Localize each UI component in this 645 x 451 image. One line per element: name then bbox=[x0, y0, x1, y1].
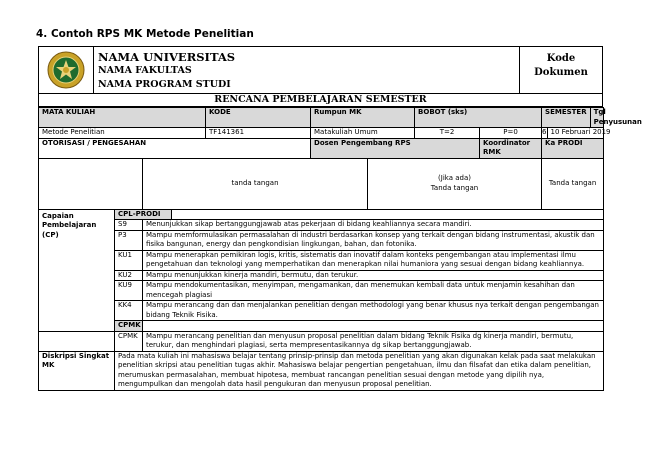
deskripsi-label-line2: MK bbox=[42, 361, 55, 369]
course-code: TF141361 bbox=[206, 128, 311, 139]
cp-header-row bbox=[39, 209, 604, 220]
university-seal-icon bbox=[46, 50, 86, 90]
col-semester: SEMESTER bbox=[545, 108, 587, 116]
course-semester-value: 6 bbox=[542, 128, 547, 136]
col-rumpun: Rumpun MK bbox=[311, 108, 415, 128]
cp-item-row bbox=[39, 281, 604, 301]
institution-names bbox=[94, 47, 520, 93]
cp-item-row bbox=[39, 301, 604, 321]
cp-item-text: Mampu merancang dan dan menjalankan penelitian dengan methodologi yang benar khusus nya terkait dengan pengembangan bidang Teknik Fisika. bbox=[143, 301, 604, 321]
cpl-prodi-header: CPL-PRODI bbox=[115, 209, 172, 220]
cp-label bbox=[39, 209, 115, 331]
col-mata-kuliah: MATA KULIAH bbox=[39, 108, 206, 128]
faculty-name: NAMA FAKULTAS bbox=[98, 65, 192, 76]
cp-item-row bbox=[39, 230, 604, 250]
deskripsi-label bbox=[39, 351, 115, 390]
cp-item-text: Mampu menerapkan pemikiran logis, kritis, sistematis dan inovatif dalam konteks pengembangan atau implementasi ilmu pengetahuan dan teknologi yang memperhatikan dan menerapkan nilai humaniora yang sesuai dengan bidang keahliannya. bbox=[143, 250, 604, 270]
course-header-row bbox=[39, 108, 604, 128]
course-bobot-p: P=0 bbox=[480, 128, 542, 139]
deskripsi-text: Pada mata kuliah ini mahasiswa belajar tentang prinsip-prinsip dan metoda penelitian yang akan digunakan kelak pada saat melakukan penelitian skripsi atau penelitian tugas akhir. Mahasiswa belajar pengertian pengetahuan, ilmu dan filsafat dan etika dalam penelitian, merumuskan permasalahan, membuat hipotesa, membuat rancangan penelitian sesuai dengan metode yang dipilih nya, mengumpulkan dan mengolah data hasil pengukuran dan menyusun proposal penelitian. bbox=[115, 351, 604, 390]
rps-table bbox=[38, 107, 642, 391]
otorisasi-header-row bbox=[39, 138, 604, 158]
document-header bbox=[38, 46, 603, 94]
course-bobot-t: T=2 bbox=[415, 128, 480, 139]
cp-item-code: KK4 bbox=[115, 301, 143, 321]
cp-item-text: Mampu mendokumentasikan, menyimpan, mengamankan, dan menemukan kembali data untuk menjamin kesahihan dan mencegah plagiasi bbox=[143, 281, 604, 301]
dosen-label: Dosen Pengembang RPS bbox=[311, 138, 480, 158]
cpmk-header-spacer bbox=[143, 321, 604, 332]
university-name: NAMA UNIVERSITAS bbox=[98, 50, 236, 64]
otorisasi-label: OTORISASI / PENGESAHAN bbox=[39, 138, 311, 158]
cp-item-code: S9 bbox=[115, 220, 143, 231]
cp-item-row bbox=[39, 270, 604, 281]
signature-row bbox=[39, 158, 604, 209]
koordinator-note: (Jika ada) bbox=[438, 174, 471, 182]
cpl-prodi-spacer bbox=[172, 209, 604, 220]
cp-item-text: Menunjukkan sikap bertanggungjawab atas pekerjaan di bidang keahliannya secara mandiri. bbox=[143, 220, 604, 231]
page-heading: 4. Contoh RPS MK Metode Penelitian bbox=[36, 28, 254, 40]
signature-blank bbox=[39, 158, 143, 209]
cp-item-code: P3 bbox=[115, 230, 143, 250]
cpmk-header: CPMK bbox=[115, 321, 143, 332]
cpmk-text: Mampu merancang penelitian dan menyusun proposal penelitian dalam bidang Teknik Fisika dg kinerja mandiri, bermutu, terukur, dan menghindari plagiasi, serta mempresentasikannya dg sikap bertanggungjawab. bbox=[143, 331, 604, 351]
program-name: NAMA PROGRAM STUDI bbox=[98, 79, 231, 90]
cpmk-spacer bbox=[39, 331, 115, 351]
cp-item-code: KU1 bbox=[115, 250, 143, 270]
document-code bbox=[520, 47, 602, 93]
cp-item-code: KU2 bbox=[115, 270, 143, 281]
koordinator-label: Koordinator RMK bbox=[480, 138, 542, 158]
cp-item-code: KU9 bbox=[115, 281, 143, 301]
course-name: Metode Penelitian bbox=[39, 128, 206, 139]
cp-item-row bbox=[39, 220, 604, 231]
col-kode: KODE bbox=[206, 108, 311, 128]
dosen-signature: tanda tangan bbox=[143, 158, 368, 209]
cpmk-header-row bbox=[39, 321, 604, 332]
dokumen-label: Dokumen bbox=[534, 67, 588, 78]
university-logo bbox=[39, 47, 94, 93]
koordinator-sign-text: Tanda tangan bbox=[430, 183, 479, 192]
col-tgl-penyusunan: Tgl Penyusunan bbox=[590, 108, 645, 127]
cpmk-row bbox=[39, 331, 604, 351]
rps-document bbox=[38, 46, 642, 391]
course-date: 10 Februari 2019 bbox=[547, 128, 614, 138]
koordinator-signature bbox=[368, 158, 542, 209]
cp-item-text: Mampu memformulasikan permasalahan di industri berdasarkan konsep yang terkait dengan bidang instrumentasi, akustik dan fisika bangunan, energy dan pengkondisian lingkungan, bahan, dan fotonika. bbox=[143, 230, 604, 250]
document-title: RENCANA PEMBELAJARAN SEMESTER bbox=[38, 94, 603, 107]
kaprodi-signature: Tanda tangan bbox=[542, 158, 604, 209]
cp-label-line1: Capaian bbox=[42, 211, 74, 220]
cp-item-row bbox=[39, 250, 604, 270]
kaprodi-label: Ka PRODI bbox=[542, 138, 604, 158]
deskripsi-row bbox=[39, 351, 604, 390]
cpmk-code: CPMK bbox=[115, 331, 143, 351]
col-semester-tgl bbox=[542, 108, 642, 128]
cp-label-line2: Pembelajaran (CP) bbox=[42, 221, 97, 239]
course-rumpun: Matakuliah Umum bbox=[311, 128, 415, 139]
course-semester bbox=[542, 128, 611, 139]
deskripsi-label-line1: Diskripsi Singkat bbox=[42, 351, 110, 360]
cp-item-text: Mampu menunjukkan kinerja mandiri, bermutu, dan terukur. bbox=[143, 270, 604, 281]
kode-label: Kode bbox=[546, 53, 576, 64]
course-value-row bbox=[39, 128, 604, 139]
col-bobot: BOBOT (sks) bbox=[415, 108, 542, 128]
